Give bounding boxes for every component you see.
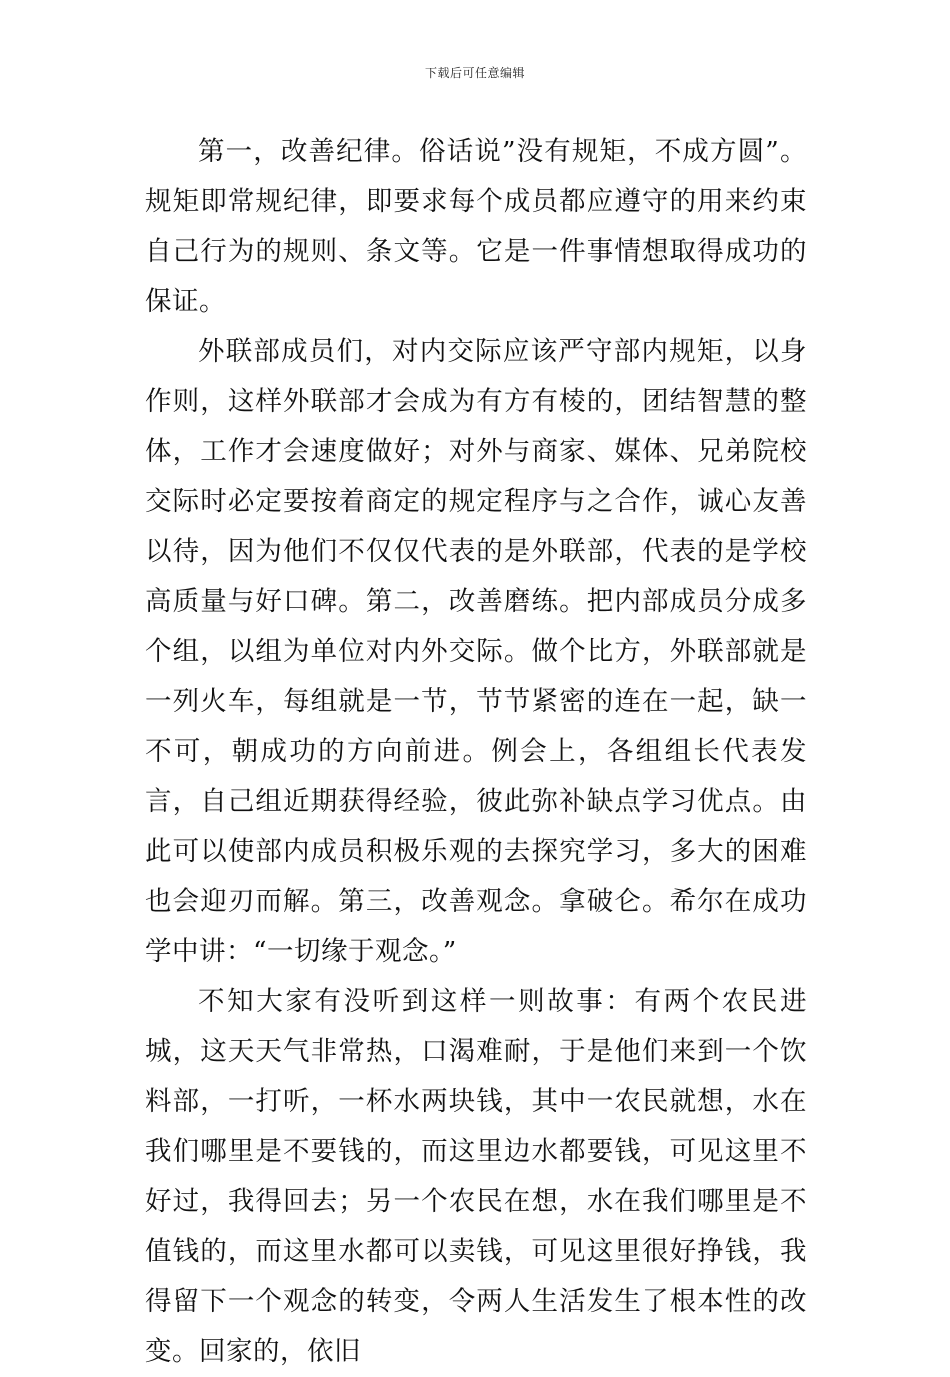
paragraph-farmer-story: 不知大家有没听到这样一则故事：有两个农民进城，这天天气非常热，口渴难耐，于是他们来到一个饮料部，一打听，一杯水两块钱，其中一农民就想，水在我们哪里是不要钱的，而这里边水都要钱，可见这里不好过，我得回去；另一个农民在想，水在我们哪里是不值钱的，而这里水都可以卖钱，可见这里很好挣钱，我得留下一个观念的转变，令两人生活发生了根本性的改变。回家的，依旧	[145, 986, 807, 1367]
paragraph-discipline: 第一，改善纪律。俗话说”没有规矩，不成方圆”。规矩即常规纪律，即要求每个成员都应遵守的用来约束自己行为的规则、条文等。它是一件事情想取得成功的保证。	[145, 136, 807, 317]
paragraph-external-relations: 外联部成员们，对内交际应该严守部内规矩，以身作则，这样外联部才会成为有方有棱的，团结智慧的整体，工作才会速度做好；对外与商家、媒体、兄弟院校交际时必定要按着商定的规定程序与之合作，诚心友善以待，因为他们不仅仅代表的是外联部，代表的是学校高质量与好口碑。第二，改善磨练。把内部成员分成多个组，以组为单位对内外交际。做个比方，外联部就是一列火车，每组就是一节，节节紧密的连在一起，缺一不可，朝成功的方向前进。例会上，各组组长代表发言，自己组近期获得经验，彼此弥补缺点学习优点。由此可以使部内成员积极乐观的去探究学习，多大的困难也会迎刃而解。第三，改善观念。拿破仑。希尔在成功学中讲：“一切缘于观念。”	[145, 336, 807, 967]
page-header: 下载后可任意编辑	[424, 66, 525, 80]
document-body	[145, 127, 807, 1377]
